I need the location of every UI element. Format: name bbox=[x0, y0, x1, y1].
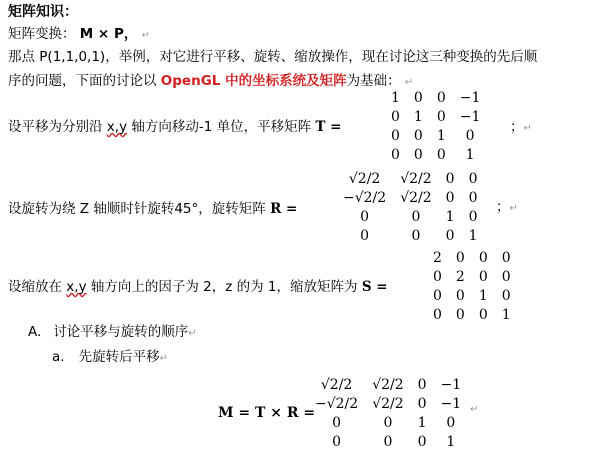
matrix-cell: √2/2 bbox=[372, 377, 404, 393]
matrix-cell: 2 bbox=[433, 250, 442, 266]
matrix-row bbox=[384, 127, 487, 146]
matrix-row bbox=[426, 306, 518, 325]
matrix-cell: 0 bbox=[332, 434, 342, 450]
matrix-row bbox=[336, 227, 484, 246]
matrix-cell: 0 bbox=[468, 190, 478, 206]
section-a-sub-text: 先旋转后平移 bbox=[78, 349, 160, 365]
matrix-cell: 1 bbox=[413, 109, 423, 125]
matrix-cell: −√2/2 bbox=[343, 190, 387, 206]
section-a-sub-marker: a. bbox=[52, 349, 65, 365]
matrix-cell: 0 bbox=[468, 171, 478, 187]
scale-axes: x,y bbox=[66, 279, 87, 295]
matrix-cell: −1 bbox=[459, 90, 481, 106]
matrix-cell: 0 bbox=[413, 128, 423, 144]
matrix-row bbox=[308, 395, 468, 414]
matrix-cell: 0 bbox=[413, 147, 423, 163]
matrix-cell: −1 bbox=[440, 377, 462, 393]
transform-line bbox=[8, 25, 150, 45]
matrix-cell: 0 bbox=[455, 250, 465, 266]
matrix-row bbox=[426, 268, 518, 287]
matrix-cell: 0 bbox=[417, 377, 427, 393]
matrix-cell: 0 bbox=[411, 209, 421, 225]
paragraph-mark: ↵ bbox=[188, 328, 197, 339]
matrix-cell: 0 bbox=[455, 307, 465, 323]
matrix-cell: 0 bbox=[455, 288, 465, 304]
matrix-cell: 0 bbox=[445, 171, 455, 187]
matrix-cell: 0 bbox=[436, 90, 446, 106]
rotate-text: 设旋转为绕 Z 轴顺时针旋转45°，旋转矩阵 bbox=[8, 201, 266, 217]
intro-line-1 bbox=[8, 48, 537, 66]
matrix-row bbox=[308, 414, 468, 433]
rotate-symbol: R = bbox=[270, 201, 298, 217]
matrix-cell: 1 bbox=[478, 288, 488, 304]
rotate-end: ；↵ bbox=[496, 199, 518, 215]
matrix-cell: √2/2 bbox=[400, 190, 432, 206]
scale-line bbox=[8, 278, 388, 296]
matrix-cell: 0 bbox=[433, 269, 442, 285]
matrix-cell: 0 bbox=[391, 109, 400, 125]
scale-text-pre: 设缩放在 bbox=[8, 279, 67, 295]
scale-text-post: 轴方向上的因子为 2，z 的为 1，缩放矩阵为 bbox=[86, 279, 358, 295]
matrix-cell: 0 bbox=[501, 250, 511, 266]
intro-text-2b: 为基础： bbox=[346, 73, 401, 89]
matrix-cell: 0 bbox=[478, 307, 488, 323]
matrix-cell: 0 bbox=[413, 90, 423, 106]
paragraph-mark: ↵ bbox=[404, 77, 414, 88]
paragraph-mark: ↵ bbox=[523, 123, 532, 134]
matrix-cell: 0 bbox=[383, 434, 393, 450]
intro-text-2: 序的问题，下面的讨论以 bbox=[8, 73, 161, 89]
matrix-cell: 0 bbox=[433, 307, 442, 323]
matrix-cell: 0 bbox=[383, 415, 393, 431]
transform-label: 矩阵变换： bbox=[8, 26, 76, 42]
matrix-row bbox=[384, 89, 487, 108]
matrix-row bbox=[336, 189, 484, 208]
matrix-cell: 0 bbox=[360, 209, 370, 225]
translate-axes: x,y bbox=[106, 119, 128, 135]
matrix-cell: 1 bbox=[436, 128, 446, 144]
translate-text-post: 轴方向移动-1 单位，平移矩阵 bbox=[127, 119, 312, 135]
matrix-cell: 0 bbox=[445, 190, 455, 206]
matrix-cell: 2 bbox=[455, 269, 465, 285]
matrix-row bbox=[384, 108, 487, 127]
rotate-line bbox=[8, 200, 297, 218]
matrix-cell: 1 bbox=[501, 307, 511, 323]
matrix-cell: 0 bbox=[360, 228, 370, 244]
paragraph-mark: ↵ bbox=[141, 30, 151, 41]
intro-text-1: 那点 P(1,1,0,1)，举例，对它进行平移、旋转、缩放操作，现在讨论这三种变换的先后顺 bbox=[8, 49, 538, 65]
matrix-cell: 1 bbox=[391, 90, 400, 106]
matrix-cell: 0 bbox=[417, 434, 427, 450]
matrix-cell: 1 bbox=[417, 415, 427, 431]
matrix-cell: 0 bbox=[468, 209, 478, 225]
matrix-cell: 0 bbox=[445, 228, 455, 244]
scale-symbol: S = bbox=[361, 279, 388, 295]
transform-expr: M × P， bbox=[79, 26, 138, 42]
matrix-cell: 0 bbox=[433, 288, 442, 304]
matrix-cell: 0 bbox=[501, 288, 511, 304]
matrix-cell: 0 bbox=[436, 109, 446, 125]
matrix-cell: √2/2 bbox=[372, 396, 404, 412]
matrix-cell: 0 bbox=[478, 269, 488, 285]
matrix-cell: 1 bbox=[445, 209, 455, 225]
section-a-marker: A. bbox=[28, 324, 42, 340]
paragraph-mark: ↵ bbox=[159, 353, 168, 364]
heading: 矩阵知识： bbox=[8, 4, 78, 20]
matrix-row bbox=[426, 249, 518, 268]
paragraph-mark: ↵ bbox=[470, 404, 479, 415]
translate-end: ；↵ bbox=[510, 119, 532, 135]
section-a-text: 讨论平移与旋转的顺序 bbox=[53, 324, 189, 340]
matrix-cell: 1 bbox=[468, 228, 478, 244]
rotation-matrix bbox=[336, 170, 484, 246]
matrix-row bbox=[308, 433, 468, 452]
matrix-cell: 0 bbox=[411, 228, 421, 244]
opengl-highlight: OpenGL 中的坐标系统及矩阵 bbox=[160, 73, 347, 89]
matrix-cell: 1 bbox=[446, 434, 456, 450]
matrix-cell: −1 bbox=[459, 109, 481, 125]
matrix-row bbox=[308, 376, 468, 395]
matrix-row bbox=[336, 170, 484, 189]
matrix-row bbox=[384, 146, 487, 165]
result-matrix bbox=[308, 376, 468, 452]
translate-text-pre: 设平移为分别沿 bbox=[8, 119, 107, 135]
matrix-cell: 0 bbox=[436, 147, 446, 163]
matrix-cell: 0 bbox=[478, 250, 488, 266]
scaling-matrix bbox=[426, 249, 518, 325]
section-a-sub-heading bbox=[52, 348, 168, 368]
matrix-cell: 0 bbox=[446, 415, 456, 431]
matrix-cell: 0 bbox=[465, 128, 475, 144]
matrix-cell: 0 bbox=[391, 128, 400, 144]
intro-line-2 bbox=[8, 72, 413, 92]
matrix-cell: 0 bbox=[332, 415, 342, 431]
matrix-cell: 0 bbox=[391, 147, 400, 163]
matrix-cell: √2/2 bbox=[348, 171, 381, 187]
matrix-cell: −√2/2 bbox=[315, 396, 359, 412]
translation-matrix bbox=[384, 89, 487, 165]
matrix-cell: 0 bbox=[417, 396, 427, 412]
section-a-heading bbox=[28, 323, 197, 343]
matrix-cell: √2/2 bbox=[320, 377, 353, 393]
matrix-cell: √2/2 bbox=[400, 171, 432, 187]
matrix-cell: 1 bbox=[465, 147, 475, 163]
matrix-cell: 0 bbox=[501, 269, 511, 285]
matrix-cell: −1 bbox=[440, 396, 462, 412]
matrix-row bbox=[336, 208, 484, 227]
translate-line bbox=[8, 118, 341, 136]
matrix-row bbox=[426, 287, 518, 306]
result-symbol: M = T × R = bbox=[218, 405, 316, 421]
paragraph-mark: ↵ bbox=[509, 203, 518, 214]
translate-symbol: T = bbox=[315, 119, 342, 135]
